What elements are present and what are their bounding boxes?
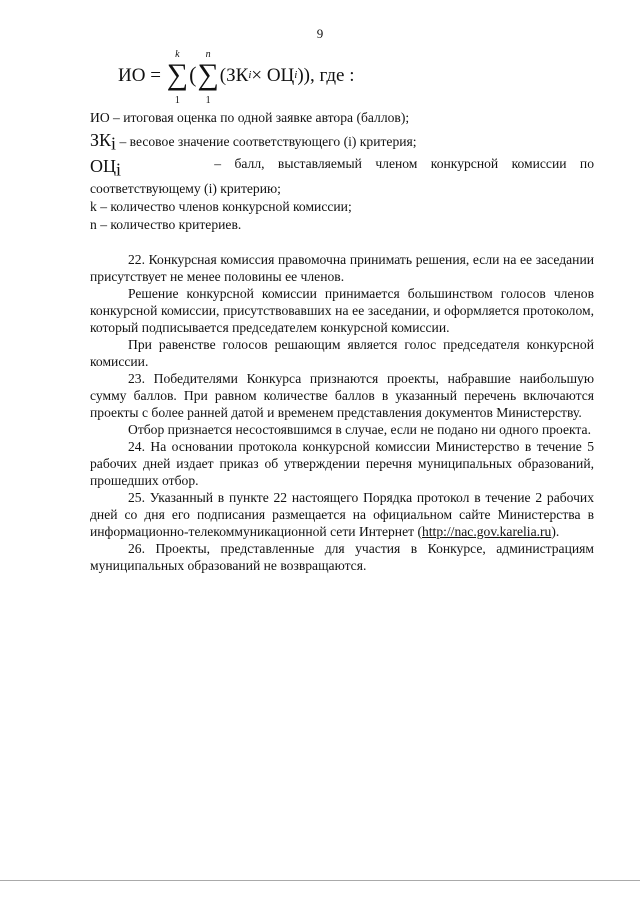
page-number: 9 — [316, 26, 324, 41]
paragraph-22b: Решение конкурсной комиссии принимается большинством голосов членов конкурсной комиссии, присутствовавших на ее заседании, и оформляется протоколом, который подписывается председателем конкурсной комиссии. — [90, 286, 594, 335]
oc-text: – балл, выставляемый членом конкурсной комиссии по — [214, 156, 594, 171]
body-text — [90, 251, 594, 574]
definition-n: n – количество критериев. — [90, 217, 242, 232]
outer-sum-upper: k — [175, 49, 180, 60]
formula-zk-sub: i — [248, 68, 252, 81]
paragraph-25: 25. Указанный в пункте 22 настоящего Порядка протокол в течение 2 рабочих дней со дня его подписания размещается на официальном сайте Министерства в информационно-телекоммуникационной сети Интернет (http://nac.gov.karelia.ru). — [90, 490, 594, 539]
paragraph-23a: 23. Победителями Конкурса признаются проекты, набравшие наибольшую сумму баллов. При равном количестве баллов в указанный перечень включаются проекты с более ранней датой и временем представления документов Министерству. — [90, 371, 594, 420]
outer-sum-lower: 1 — [174, 95, 180, 106]
outer-sum-symbol: ∑ k 1 — [166, 49, 189, 106]
definition-oc-cont: соответствующему (i) критерию; — [90, 181, 281, 196]
formula-oc-sub: i — [294, 68, 298, 81]
paragraph-24: 24. На основании протокола конкурсной комиссии Министерство в течение 5 рабочих дней издает приказ об утверждении перечня муниципальных образований, прошедших отбор. — [90, 439, 594, 488]
definition-oc — [90, 156, 594, 181]
definition-io: ИО – итоговая оценка по одной заявке автора (баллов); — [90, 110, 410, 125]
inner-sum-upper: n — [205, 49, 211, 60]
formula-zk: (ЗК — [219, 64, 249, 86]
formula-close: )), где : — [297, 64, 355, 86]
scoring-formula — [118, 49, 355, 106]
formula-open-paren: ( — [189, 62, 197, 87]
zk-subscript: i — [111, 133, 117, 154]
inner-sum-lower: 1 — [205, 95, 211, 106]
ministry-website-link[interactable]: http://nac.gov.karelia.ru — [421, 524, 552, 539]
inner-sum-symbol: ∑ n 1 — [197, 49, 219, 106]
zk-text: – весовое значение соответствующего (i) критерия; — [116, 134, 417, 149]
paragraph-22c: При равенстве голосов решающим является голос председателя конкурсной комиссии. — [90, 337, 594, 369]
paragraph-26: 26. Проекты, представленные для участия в Конкурсе, администрациям муниципальных образований не возвращаются. — [90, 541, 594, 573]
formula-oc: × ОЦ — [251, 64, 295, 86]
formula-lhs: ИО = — [118, 64, 161, 86]
definition-zk — [90, 130, 417, 155]
oc-subscript: i — [116, 159, 122, 180]
paragraph-22a: 22. Конкурсная комиссия правомочна принимать решения, если на ее заседании присутствует не менее половины ее членов. — [90, 252, 594, 284]
zk-symbol: ЗК — [90, 130, 112, 150]
oc-symbol: ОЦ — [90, 156, 116, 176]
page-bottom-rule — [0, 880, 640, 881]
paragraph-23b: Отбор признается несостоявшимся в случае, если не подано ни одного проекта. — [128, 422, 591, 437]
definition-k: k – количество членов конкурсной комиссии; — [90, 199, 352, 214]
